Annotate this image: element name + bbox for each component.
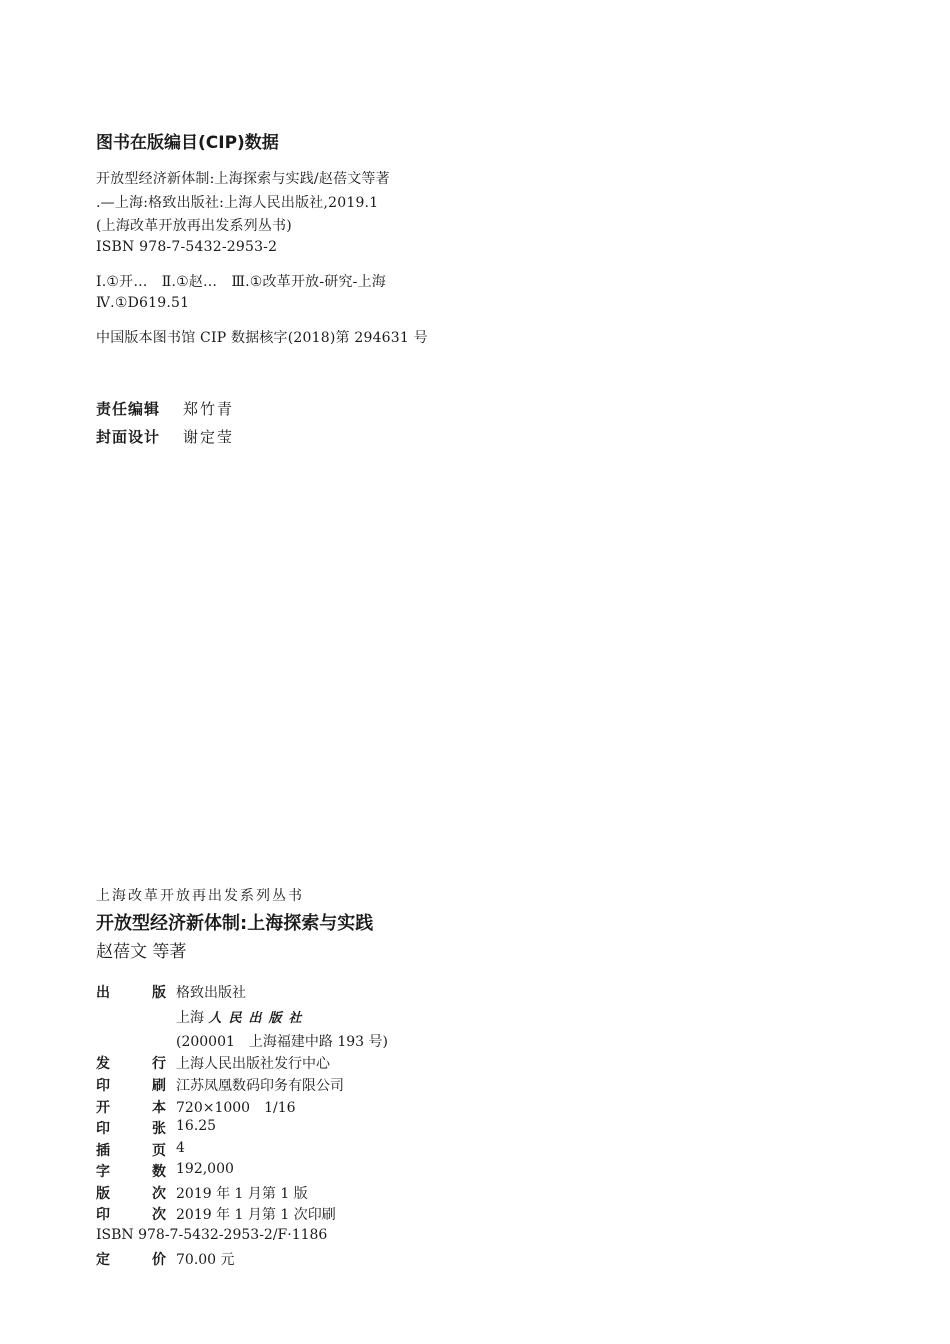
inserts-value: 4: [176, 1140, 185, 1156]
label-char: 开: [96, 1100, 110, 1116]
label-char: 页: [152, 1143, 166, 1159]
label-char: 版: [96, 1186, 110, 1202]
label-char: 印: [96, 1121, 110, 1137]
editor-name: 郑竹青: [183, 400, 235, 418]
printer-value: 江苏凤凰数码印务有限公司: [176, 1078, 344, 1094]
printed-sheets-label: [96, 1118, 166, 1138]
cip-series-line: (上海改革开放再出发系列丛书): [96, 218, 292, 234]
label-char: 次: [152, 1186, 166, 1202]
publisher-label-char-1: 出: [96, 985, 110, 1001]
cip-title-line: 开放型经济新体制:上海探索与实践/赵蓓文等著: [96, 171, 390, 187]
format-label: [96, 1097, 166, 1117]
series-name: 上海改革开放再出发系列丛书: [96, 888, 304, 904]
label-char: 定: [96, 1252, 110, 1268]
editor-label: 责任编辑: [96, 400, 161, 418]
label-char: 次: [152, 1207, 166, 1223]
publisher-city: 上海: [176, 1010, 204, 1026]
cip-classification-number: Ⅳ.①D619.51: [96, 295, 190, 311]
isbn-full: ISBN 978-7-5432-2953-2/F·1186: [96, 1227, 328, 1243]
inserts-label: [96, 1140, 166, 1160]
book-title: 开放型经济新体制:上海探索与实践: [96, 913, 374, 934]
label-char: 发: [96, 1056, 110, 1072]
edition-value: 2019 年 1 月第 1 版: [176, 1186, 308, 1202]
publisher-label: [96, 982, 166, 1002]
label-char: 行: [152, 1056, 166, 1072]
price-value: 70.00 元: [176, 1252, 235, 1268]
label-char: 价: [152, 1252, 166, 1268]
printing-label: [96, 1204, 166, 1224]
label-char: 刷: [152, 1078, 166, 1094]
distributor-label: [96, 1053, 166, 1073]
label-char: 数: [152, 1164, 166, 1180]
printing-value: 2019 年 1 月第 1 次印刷: [176, 1207, 336, 1223]
book-author: 赵蓓文 等著: [96, 942, 187, 962]
label-char: 插: [96, 1143, 110, 1159]
printer-label: [96, 1075, 166, 1095]
publisher-secondary: [176, 1007, 308, 1027]
cip-record-number: 中国版本图书馆 CIP 数据核字(2018)第 294631 号: [96, 330, 428, 346]
printed-sheets-value: 16.25: [176, 1118, 217, 1134]
cover-designer-name: 谢定莹: [183, 428, 235, 446]
word-count-label: [96, 1161, 166, 1181]
cip-isbn-line: ISBN 978-7-5432-2953-2: [96, 239, 278, 255]
cip-publisher-line: .—上海:格致出版社:上海人民出版社,2019.1: [96, 195, 379, 211]
distributor-value: 上海人民出版社发行中心: [176, 1056, 330, 1072]
label-char: 张: [152, 1121, 166, 1137]
format-value: 720×1000 1/16: [176, 1100, 296, 1116]
publisher-seal-logo: 人民出版社: [208, 1011, 309, 1026]
cover-designer-label: 封面设计: [96, 428, 161, 446]
edition-label: [96, 1183, 166, 1203]
label-char: 本: [152, 1100, 166, 1116]
label-char: 字: [96, 1164, 110, 1180]
price-label: [96, 1249, 166, 1269]
word-count-value: 192,000: [176, 1161, 234, 1177]
publisher-primary: 格致出版社: [176, 985, 246, 1001]
cip-heading: 图书在版编目(CIP)数据: [96, 133, 279, 153]
label-char: 印: [96, 1078, 110, 1094]
cip-classification-line: Ⅰ.①开… Ⅱ.①赵… Ⅲ.①改革开放-研究-上海: [96, 274, 387, 290]
publisher-label-char-2: 版: [152, 985, 166, 1001]
publisher-address: (200001 上海福建中路 193 号): [176, 1034, 388, 1050]
label-char: 印: [96, 1207, 110, 1223]
